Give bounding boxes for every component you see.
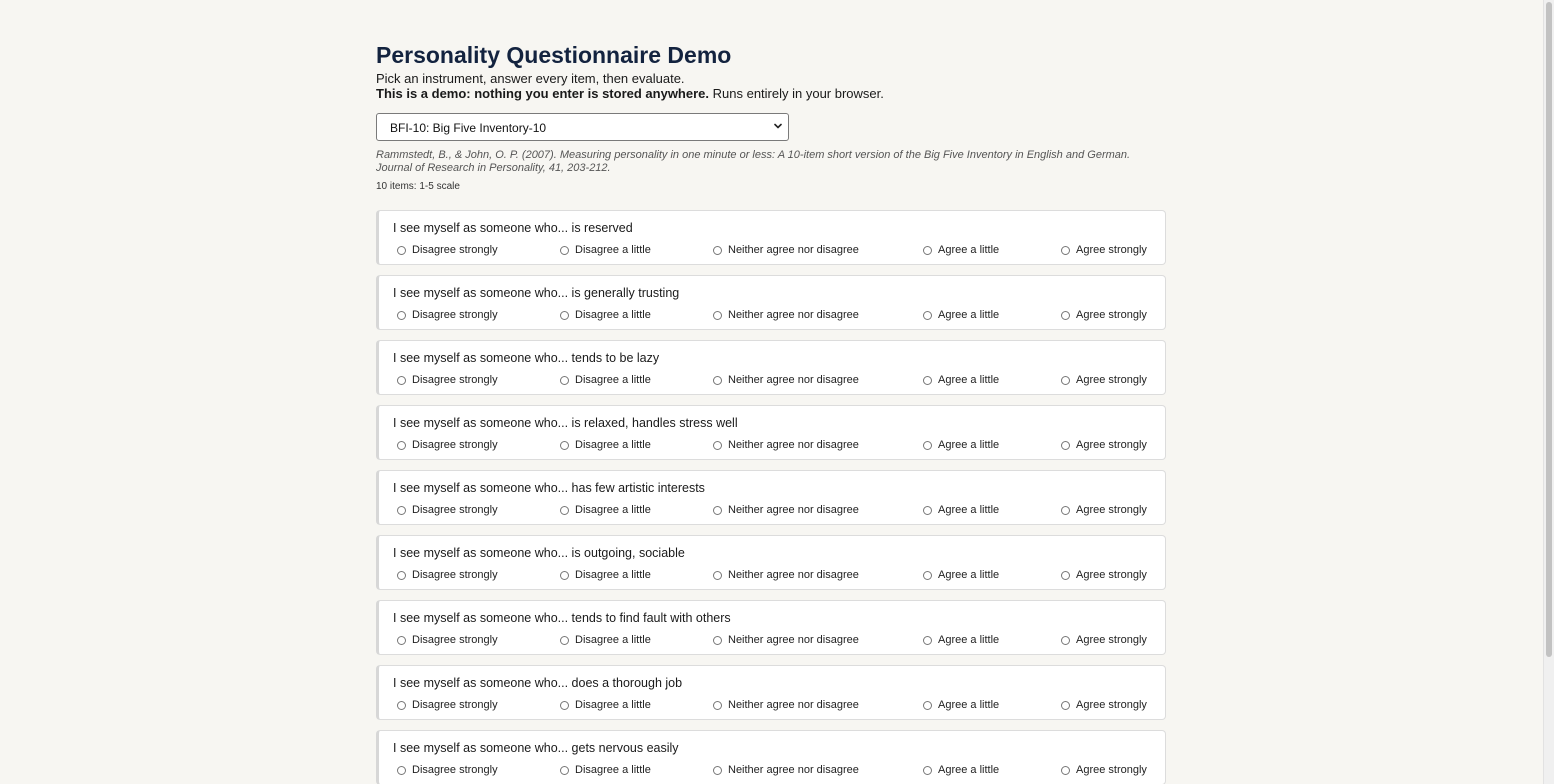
radio-button[interactable] <box>397 441 406 450</box>
answer-option-label: Agree strongly <box>1076 309 1147 321</box>
answer-option[interactable] <box>560 308 651 322</box>
question-text: I see myself as someone who... gets nervous easily <box>393 741 679 755</box>
question-text: I see myself as someone who... is reserved <box>393 221 633 235</box>
answer-option[interactable] <box>713 698 859 712</box>
answer-option-label: Neither agree nor disagree <box>728 504 859 516</box>
answer-option[interactable] <box>713 503 859 517</box>
answer-option-label: Agree a little <box>938 764 1000 776</box>
radio-button[interactable] <box>713 246 722 255</box>
question-text: I see myself as someone who... has few artistic interests <box>393 481 705 495</box>
radio-button[interactable] <box>713 766 722 775</box>
answer-option-label: Disagree a little <box>575 244 651 256</box>
radio-button[interactable] <box>397 311 406 320</box>
page-title: Personality Questionnaire Demo <box>376 42 732 68</box>
scrollbar-thumb[interactable] <box>1546 2 1552 657</box>
answer-option[interactable] <box>397 243 498 257</box>
question-text: I see myself as someone who... does a thorough job <box>393 676 683 690</box>
question-item <box>376 665 1166 720</box>
answer-option-label: Disagree a little <box>575 374 651 386</box>
answer-option-label: Agree a little <box>938 439 1000 451</box>
radio-button[interactable] <box>923 376 932 385</box>
answer-option-label: Neither agree nor disagree <box>728 244 859 256</box>
radio-button[interactable] <box>560 766 569 775</box>
answer-option[interactable] <box>1061 243 1147 257</box>
answer-option-label: Agree strongly <box>1076 699 1147 711</box>
radio-button[interactable] <box>397 766 406 775</box>
answer-option-label: Agree a little <box>938 634 1000 646</box>
question-item <box>376 405 1166 460</box>
radio-button[interactable] <box>1061 311 1070 320</box>
radio-button[interactable] <box>713 441 722 450</box>
question-item <box>376 340 1166 395</box>
answer-option-label: Disagree strongly <box>412 244 498 256</box>
answer-option-label: Agree strongly <box>1076 504 1147 516</box>
privacy-notice-bold: This is a demo: nothing you enter is stored anywhere. <box>376 86 710 101</box>
radio-button[interactable] <box>1061 636 1070 645</box>
answer-option[interactable] <box>923 243 999 257</box>
answer-option[interactable] <box>1061 633 1147 647</box>
question-item <box>376 470 1166 525</box>
answer-option-label: Agree a little <box>938 569 1000 581</box>
answer-option[interactable] <box>397 308 498 322</box>
answer-option-label: Agree strongly <box>1076 374 1147 386</box>
answer-option-label: Disagree strongly <box>412 439 498 451</box>
answer-option[interactable] <box>923 568 999 582</box>
answer-option-label: Agree strongly <box>1076 439 1147 451</box>
answer-option-label: Disagree strongly <box>412 634 498 646</box>
answer-option-label: Disagree strongly <box>412 699 498 711</box>
answer-option-label: Agree strongly <box>1076 634 1147 646</box>
radio-button[interactable] <box>923 571 932 580</box>
radio-button[interactable] <box>560 506 569 515</box>
question-text: I see myself as someone who... tends to find fault with others <box>393 611 731 625</box>
answer-option-label: Neither agree nor disagree <box>728 764 859 776</box>
question-item <box>376 275 1166 330</box>
answer-option-label: Disagree a little <box>575 309 651 321</box>
answer-option-label: Disagree strongly <box>412 504 498 516</box>
answer-option-label: Neither agree nor disagree <box>728 569 859 581</box>
answer-option[interactable] <box>397 633 498 647</box>
answer-option[interactable] <box>397 698 498 712</box>
answer-option[interactable] <box>1061 308 1147 322</box>
answer-option[interactable] <box>923 438 999 452</box>
page-subtitle: Pick an instrument, answer every item, then evaluate. <box>376 71 685 86</box>
radio-button[interactable] <box>923 246 932 255</box>
instrument-meta: 10 items: 1-5 scale <box>376 181 460 192</box>
instrument-select[interactable] <box>376 113 789 141</box>
radio-button[interactable] <box>560 441 569 450</box>
radio-button[interactable] <box>1061 441 1070 450</box>
answer-option-label: Disagree a little <box>575 439 651 451</box>
answer-option[interactable] <box>713 763 859 777</box>
question-item <box>376 535 1166 590</box>
radio-button[interactable] <box>397 701 406 710</box>
answer-option[interactable] <box>560 438 651 452</box>
answer-option[interactable] <box>1061 373 1147 387</box>
answer-option[interactable] <box>560 503 651 517</box>
answer-option[interactable] <box>713 633 859 647</box>
answer-option-label: Disagree a little <box>575 569 651 581</box>
answer-option-label: Neither agree nor disagree <box>728 634 859 646</box>
question-text: I see myself as someone who... is outgoing, sociable <box>393 546 685 560</box>
answer-option[interactable] <box>923 633 999 647</box>
answer-option-label: Agree strongly <box>1076 569 1147 581</box>
answer-option[interactable] <box>1061 438 1147 452</box>
answer-option[interactable] <box>1061 698 1147 712</box>
radio-button[interactable] <box>923 441 932 450</box>
answer-option[interactable] <box>397 373 498 387</box>
radio-button[interactable] <box>1061 766 1070 775</box>
question-item <box>376 730 1166 784</box>
radio-button[interactable] <box>1061 701 1070 710</box>
question-text: I see myself as someone who... is generally trusting <box>393 286 680 300</box>
answer-option-label: Disagree a little <box>575 634 651 646</box>
question-text: I see myself as someone who... tends to be lazy <box>393 351 660 365</box>
answer-option-label: Disagree strongly <box>412 569 498 581</box>
answer-option[interactable] <box>560 633 651 647</box>
answer-option-label: Neither agree nor disagree <box>728 699 859 711</box>
privacy-notice-rest: Runs entirely in your browser. <box>709 86 884 101</box>
answer-option[interactable] <box>560 373 651 387</box>
radio-button[interactable] <box>923 506 932 515</box>
radio-button[interactable] <box>713 311 722 320</box>
radio-button[interactable] <box>560 701 569 710</box>
answer-option[interactable] <box>560 698 651 712</box>
question-item <box>376 600 1166 655</box>
radio-button[interactable] <box>1061 506 1070 515</box>
answer-option-label: Agree strongly <box>1076 764 1147 776</box>
radio-button[interactable] <box>923 766 932 775</box>
radio-button[interactable] <box>1061 246 1070 255</box>
answer-option-label: Disagree strongly <box>412 309 498 321</box>
radio-button[interactable] <box>923 311 932 320</box>
radio-button[interactable] <box>923 701 932 710</box>
radio-button[interactable] <box>713 506 722 515</box>
answer-option-label: Neither agree nor disagree <box>728 309 859 321</box>
instrument-select-value: BFI-10: Big Five Inventory-10 <box>390 121 547 135</box>
answer-option[interactable] <box>713 438 859 452</box>
answer-option-label: Disagree a little <box>575 699 651 711</box>
radio-button[interactable] <box>397 636 406 645</box>
main-content <box>376 41 1166 784</box>
answer-option[interactable] <box>923 503 999 517</box>
answer-option-label: Disagree a little <box>575 504 651 516</box>
answer-option-label: Agree a little <box>938 309 1000 321</box>
answer-option-label: Agree a little <box>938 699 1000 711</box>
radio-button[interactable] <box>713 701 722 710</box>
privacy-notice <box>376 86 1166 101</box>
answer-option[interactable] <box>397 568 498 582</box>
radio-button[interactable] <box>713 636 722 645</box>
radio-button[interactable] <box>560 376 569 385</box>
radio-button[interactable] <box>560 311 569 320</box>
answer-option[interactable] <box>397 438 498 452</box>
answer-option[interactable] <box>560 568 651 582</box>
answer-option[interactable] <box>923 373 999 387</box>
chevron-down-icon <box>772 120 784 132</box>
answer-option[interactable] <box>397 763 498 777</box>
answer-option[interactable] <box>560 763 651 777</box>
answer-option[interactable] <box>560 243 651 257</box>
answer-option-label: Neither agree nor disagree <box>728 374 859 386</box>
answer-option-label: Agree strongly <box>1076 244 1147 256</box>
radio-button[interactable] <box>713 571 722 580</box>
radio-button[interactable] <box>1061 571 1070 580</box>
answer-option-label: Agree a little <box>938 504 1000 516</box>
question-text: I see myself as someone who... is relaxed, handles stress well <box>393 416 738 430</box>
answer-option-label: Neither agree nor disagree <box>728 439 859 451</box>
radio-button[interactable] <box>397 376 406 385</box>
answer-option[interactable] <box>397 503 498 517</box>
radio-button[interactable] <box>1061 376 1070 385</box>
answer-option-label: Disagree strongly <box>412 374 498 386</box>
radio-button[interactable] <box>560 246 569 255</box>
answer-option[interactable] <box>923 698 999 712</box>
answer-option[interactable] <box>713 308 859 322</box>
radio-button[interactable] <box>560 571 569 580</box>
vertical-scrollbar[interactable] <box>1543 0 1554 784</box>
radio-button[interactable] <box>560 636 569 645</box>
answer-option[interactable] <box>1061 503 1147 517</box>
question-list <box>376 210 1166 784</box>
radio-button[interactable] <box>397 246 406 255</box>
radio-button[interactable] <box>397 571 406 580</box>
answer-option[interactable] <box>923 763 999 777</box>
question-item <box>376 210 1166 265</box>
answer-option[interactable] <box>713 568 859 582</box>
radio-button[interactable] <box>397 506 406 515</box>
answer-option[interactable] <box>1061 568 1147 582</box>
answer-option[interactable] <box>713 373 859 387</box>
answer-option-label: Agree a little <box>938 244 1000 256</box>
radio-button[interactable] <box>923 636 932 645</box>
radio-button[interactable] <box>713 376 722 385</box>
answer-option-label: Disagree strongly <box>412 764 498 776</box>
answer-option-label: Agree a little <box>938 374 1000 386</box>
answer-option[interactable] <box>713 243 859 257</box>
citation: Rammstedt, B., & John, O. P. (2007). Measuring personality in one minute or less: A 10-item short version of the Big Five Inventory in English and German. Journal of Research in Personality, 41, 203-212. <box>376 149 1131 174</box>
answer-option[interactable] <box>1061 763 1147 777</box>
answer-option-label: Disagree a little <box>575 764 651 776</box>
answer-option[interactable] <box>923 308 999 322</box>
